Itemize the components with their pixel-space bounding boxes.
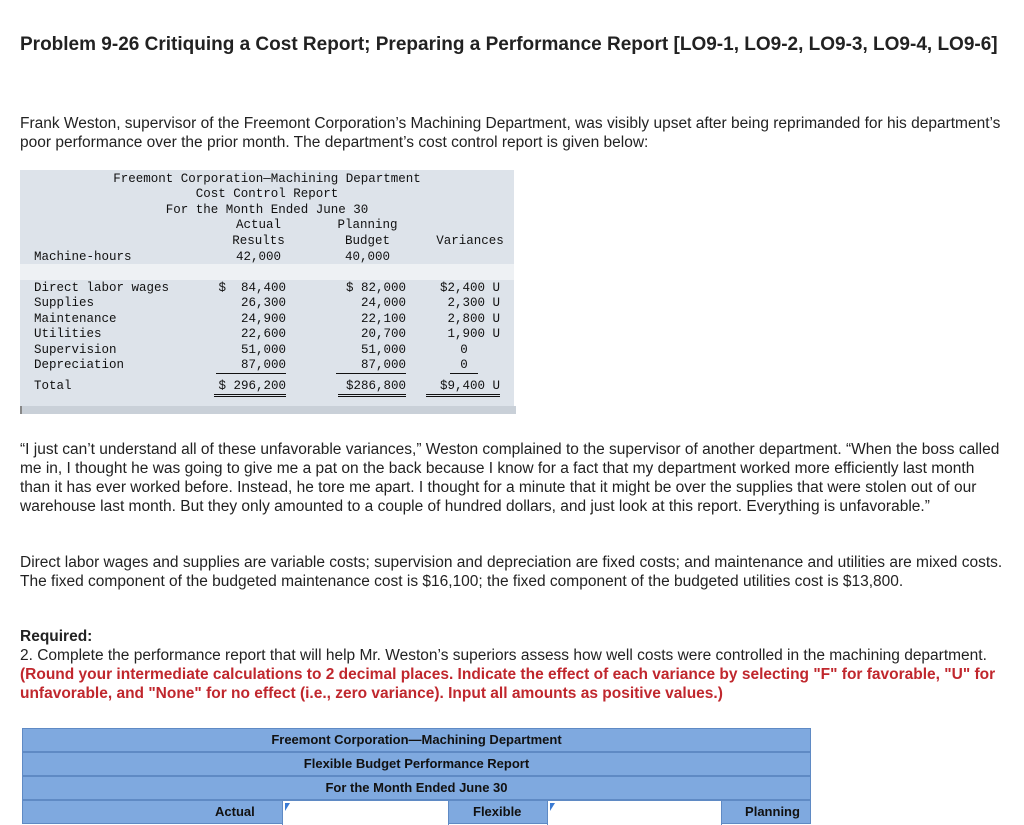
perf-column-header-row bbox=[22, 800, 811, 824]
row-label: Utilities bbox=[34, 327, 102, 341]
required-section bbox=[20, 627, 1005, 703]
col-planning-label: Planning bbox=[745, 804, 800, 819]
row-actual: 51,000 bbox=[240, 343, 286, 357]
total-label: Total bbox=[34, 379, 72, 393]
row-budget: $ 82,000 bbox=[345, 281, 406, 295]
report-heading-2: Cost Control Report bbox=[195, 187, 339, 201]
col-planning-1: Planning bbox=[337, 218, 398, 232]
col-actual-label: Actual bbox=[215, 804, 255, 819]
report-heading-1: Freemont Corporation—Machining Department bbox=[113, 172, 421, 186]
cost-control-report bbox=[20, 170, 514, 414]
row-actual: 24,900 bbox=[240, 312, 286, 326]
machine-hours-budget: 40,000 bbox=[344, 250, 390, 264]
report-bottom-bar bbox=[20, 406, 516, 414]
col-flexible-label: Flexible bbox=[473, 804, 522, 819]
row-actual: 26,300 bbox=[240, 296, 286, 310]
dropdown-flag-icon bbox=[550, 803, 555, 811]
row-label: Depreciation bbox=[34, 358, 125, 372]
problem-title: Problem 9-26 Critiquing a Cost Report; Preparing a Performance Report [LO9-1, LO9-2, LO9-3, LO9-4, LO9-6] bbox=[20, 34, 998, 55]
row-budget: 20,700 bbox=[360, 327, 406, 341]
intro-paragraph: Frank Weston, supervisor of the Freemont Corporation’s Machining Department, was visibly upset after being reprimanded for his department’s poor performance over the prior month. The department’s cost control report is given below: bbox=[20, 115, 1001, 151]
col-planning-2: Budget bbox=[344, 234, 390, 248]
flexible-column-dropdown[interactable] bbox=[547, 801, 722, 825]
row-budget: 51,000 bbox=[360, 343, 406, 357]
required-text: 2. Complete the performance report that will help Mr. Weston’s superiors assess how well costs were controlled in the machining department. bbox=[20, 647, 987, 664]
col-actual-1: Actual bbox=[235, 218, 281, 232]
col-actual-2: Results bbox=[232, 234, 285, 248]
row-label: Supervision bbox=[34, 343, 117, 357]
dropdown-flag-icon bbox=[285, 803, 290, 811]
actual-column-dropdown[interactable] bbox=[282, 801, 449, 825]
row-label: Maintenance bbox=[34, 312, 117, 326]
row-variance: 2,300 U bbox=[447, 296, 500, 310]
total-budget: $286,800 bbox=[338, 379, 406, 397]
row-variance: 0 bbox=[460, 343, 468, 357]
perf-heading-2: Flexible Budget Performance Report bbox=[22, 752, 811, 776]
col-variances: Variances bbox=[436, 234, 504, 248]
weston-quote: “I just can’t understand all of these unfavorable variances,” Weston complained to the supervisor of another department. “When the boss called me in, I thought he was going to give me a pat on the back because I know for a fact that my department worked more efficiently last month than it has ever worked before. Instead, he tore me apart. I thought for a minute that it might be over the supplies that were stolen out of our warehouse last month. But they only amounted to a couple of hundred dollars, and just look at this report. Everything is unfavorable.” bbox=[20, 441, 1000, 515]
row-actual: 22,600 bbox=[240, 327, 286, 341]
required-instructions: (Round your intermediate calculations to 2 decimal places. Indicate the effect of each variance by selecting "F" for favorable, "U" for unfavorable, and "None" for no effect (i.e., zero variance). Input all amounts as positive values.) bbox=[20, 666, 996, 702]
perf-heading-3: For the Month Ended June 30 bbox=[22, 776, 811, 800]
row-variance: 2,800 U bbox=[447, 312, 500, 326]
required-label: Required: bbox=[20, 628, 93, 645]
costs-paragraph: Direct labor wages and supplies are variable costs; supervision and depreciation are fixed costs; and maintenance and utilities are mixed costs. The fixed component of the budgeted maintenance cost is $16,100; the fixed component of the budgeted utilities cost is $13,800. bbox=[20, 554, 1003, 590]
row-budget: 22,100 bbox=[360, 312, 406, 326]
perf-heading-1: Freemont Corporation—Machining Department bbox=[22, 728, 811, 752]
row-label: Direct labor wages bbox=[34, 281, 170, 295]
total-actual: $ 296,200 bbox=[214, 379, 286, 397]
required-body bbox=[20, 646, 1005, 703]
total-variance: $9,400 U bbox=[426, 379, 500, 397]
row-variance: 1,900 U bbox=[447, 327, 500, 341]
row-label: Supplies bbox=[34, 296, 95, 310]
row-budget: 87,000 bbox=[336, 358, 406, 374]
row-budget: 24,000 bbox=[360, 296, 406, 310]
row-actual: $ 84,400 bbox=[218, 281, 286, 295]
row-variance: 0 bbox=[450, 358, 478, 374]
machine-hours-actual: 42,000 bbox=[235, 250, 281, 264]
row-actual: 87,000 bbox=[216, 358, 286, 374]
machine-hours-label: Machine-hours bbox=[34, 250, 132, 264]
row-variance: $2,400 U bbox=[439, 281, 500, 295]
report-heading-3: For the Month Ended June 30 bbox=[165, 203, 369, 217]
